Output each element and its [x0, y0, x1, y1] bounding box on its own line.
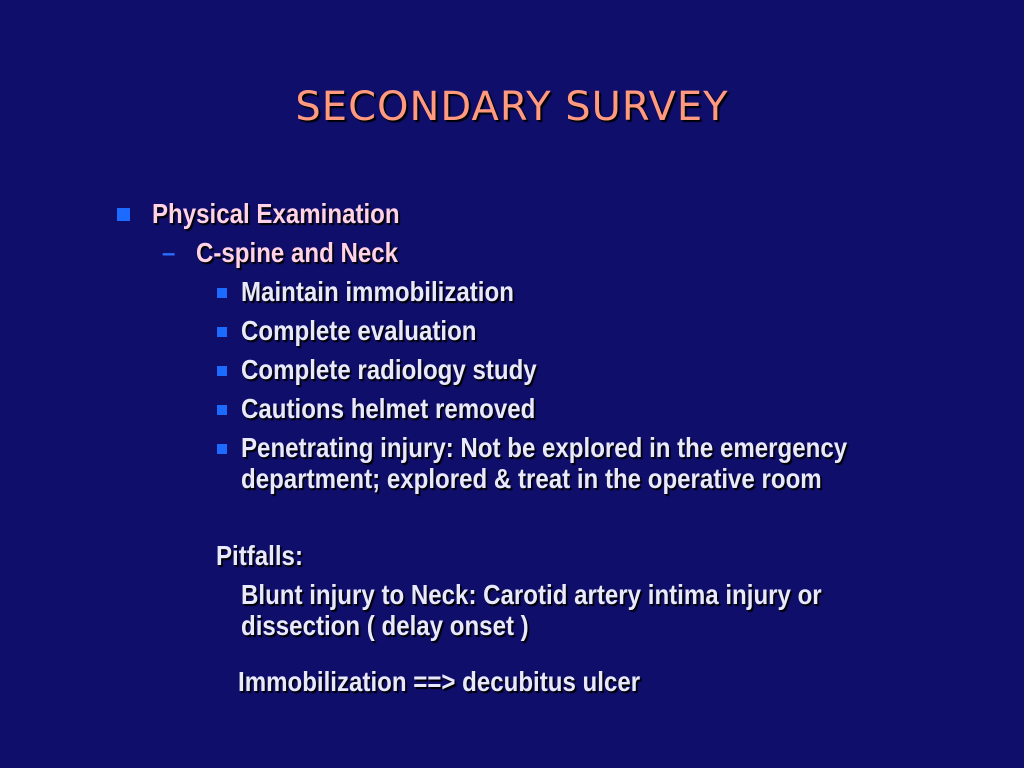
bullet-square-icon	[117, 208, 130, 221]
bullet-square-icon	[217, 327, 227, 337]
list-item: Penetrating injury: Not be explored in the emergency	[241, 432, 848, 463]
pitfall-line: Blunt injury to Neck: Carotid artery intima injury or	[241, 579, 822, 610]
pitfalls-heading: Pitfalls:	[216, 540, 303, 571]
list-item: Complete evaluation	[241, 315, 477, 346]
level1-item: Physical Examination	[152, 198, 400, 229]
pitfall-line: dissection ( delay onset )	[241, 610, 529, 641]
level2-item: C-spine and Neck	[196, 237, 399, 268]
bullet-square-icon	[217, 444, 227, 454]
bullet-square-icon	[217, 288, 227, 298]
list-item-continuation: department; explored & treat in the operative room	[241, 463, 822, 494]
dash-icon: –	[162, 240, 176, 267]
slide-title: SECONDARY SURVEY	[295, 84, 729, 130]
list-item: Complete radiology study	[241, 354, 537, 385]
list-item: Maintain immobilization	[241, 276, 514, 307]
bullet-square-icon	[217, 366, 227, 376]
closing-line: Immobilization ==> decubitus ulcer	[238, 666, 641, 697]
list-item: Cautions helmet removed	[241, 393, 536, 424]
bullet-square-icon	[217, 405, 227, 415]
